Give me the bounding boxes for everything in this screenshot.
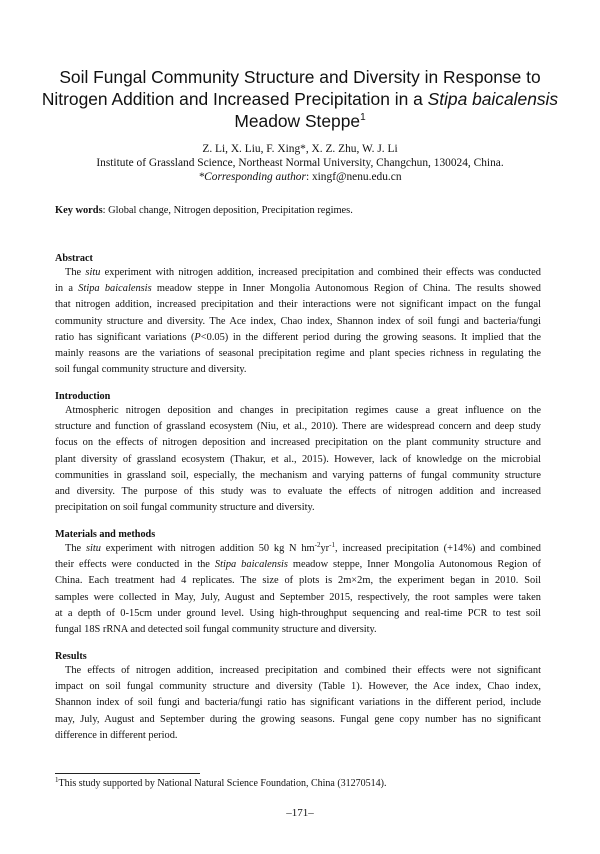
text-run: , increased precipitation (+14%) and combined — [334, 543, 541, 554]
title-line-3 — [30, 110, 570, 132]
text-italic: Stipa baicalensis — [214, 559, 288, 571]
paper-title — [30, 66, 570, 132]
title-line-3-text: Meadow Steppe — [234, 111, 361, 131]
methods-heading: Materials and methods — [55, 529, 156, 540]
text-run: their effects were conducted in the — [55, 559, 215, 571]
abstract-line — [55, 265, 541, 281]
results-section — [55, 650, 541, 744]
abstract-paragraph — [55, 265, 541, 378]
corresponding-email: : xingf@nenu.edu.cn — [305, 171, 402, 183]
methods-line: China. Each treatment had 4 replicates. The size of plots is 2m×2m, the experiment began in 2010. Soil — [55, 575, 541, 587]
results-line: impact on soil fungal community structure and diversity (Table 1). However, the Ace index, Chao index, — [55, 681, 541, 693]
title-line-1: Soil Fungal Community Structure and Diversity in Response to — [59, 67, 541, 87]
introduction-line: structure and function of grassland ecosystem (Niu, et al., 2010). There are widespread concern and deep study — [55, 421, 541, 433]
methods-line: at a depth of 0-15cm under ground level. Using high-throughput sequencing and real-time PCR to test soil — [55, 607, 541, 619]
author-block — [0, 142, 600, 184]
text-italic: situ — [85, 267, 101, 278]
abstract-line: that nitrogen addition, increased precipitation and their interactions were not significant impact on the fungal — [55, 299, 541, 311]
text-run: <0.05) in the different period during the growing seasons. It implied that the — [200, 331, 541, 343]
author-affiliation: Institute of Grassland Science, Northeast Normal University, Changchun, 130024, China. — [96, 157, 504, 169]
text-run: The — [65, 267, 86, 278]
corresponding-label: *Corresponding author — [198, 171, 306, 183]
introduction-line: and diversity. The purpose of this study was to evaluate the effects of nitrogen addition and increased — [55, 486, 541, 498]
title-line-2 — [30, 88, 570, 110]
abstract-line: soil fungal community structure and diversity. — [55, 364, 247, 376]
text-run: experiment with nitrogen addition 50 kg N hm — [100, 543, 315, 554]
introduction-line: Atmospheric nitrogen deposition and changes in precipitation regimes cause a great influence on the — [65, 405, 541, 416]
text-run: yr — [320, 543, 330, 554]
methods-line: fungal 18S rRNA and detected soil fungal community structure and diversity. — [55, 624, 377, 636]
corresponding-author — [0, 170, 600, 184]
abstract-line: mainly reasons are the variations of seasonal precipitation regime and plant species richness in regulating the — [55, 348, 541, 360]
abstract-section — [55, 252, 541, 378]
text-run: experiment with nitrogen addition, increased precipitation and combined their effects was conducted — [100, 267, 541, 278]
introduction-line: plant diversity of grassland ecosystem (Thakur, et al., 2015). However, lack of knowledge on the microbial — [55, 453, 541, 465]
results-line: difference in different period. — [55, 729, 178, 741]
abstract-line — [55, 330, 541, 346]
methods-line: samples were collected in May, July, August and September 2015, respectively, the root samples were taken — [55, 591, 541, 603]
author-names: Z. Li, X. Liu, F. Xing*, X. Z. Zhu, W. J. Li — [202, 143, 398, 155]
results-line: may, July, August and September during the growing seasons. Fungal gene copy number has no significant — [55, 713, 541, 725]
results-line: The effects of nitrogen addition, increased precipitation and combined their effects were not significant — [65, 665, 541, 676]
methods-paragraph — [55, 541, 541, 638]
text-italic: Stipa baicalensis — [78, 283, 152, 295]
results-paragraph — [55, 663, 541, 744]
abstract-heading: Abstract — [55, 253, 93, 264]
text-run: meadow steppe, Inner Mongolia Autonomous Region of — [287, 559, 541, 571]
results-heading: Results — [55, 651, 87, 662]
page-number: –171– — [286, 807, 314, 819]
footnote-mark: 1 — [55, 776, 59, 784]
superscript: -1 — [329, 541, 335, 549]
results-line: Shannon index of soil fungi and bacteria/fungi ratio has significant variations in the different period, include — [55, 697, 541, 709]
footnote-text: This study supported by National Natural Science Foundation, China (31270514). — [58, 778, 387, 789]
keywords — [55, 205, 353, 216]
text-italic: P — [194, 331, 201, 343]
text-run: The — [65, 543, 86, 554]
keywords-text: : Global change, Nitrogen deposition, Precipitation regimes. — [102, 205, 353, 216]
title-species-name: Stipa baicalensis — [427, 89, 559, 109]
footnote-divider — [55, 773, 200, 774]
text-run: ratio has significant variations ( — [55, 331, 195, 343]
footnote — [55, 778, 387, 789]
introduction-line: communities in grassland soil, especially, the mechanism and varying patterns of fungal community structure — [55, 469, 541, 481]
text-run: meadow steppe in Inner Mongolia Autonomous Region of China. The results showed — [151, 283, 542, 295]
introduction-section — [55, 390, 541, 516]
methods-section — [55, 528, 541, 638]
text-run: in a — [55, 283, 79, 295]
methods-line — [55, 557, 541, 573]
title-line-2-text: Nitrogen Addition and Increased Precipitation in a — [41, 89, 428, 109]
superscript: -2 — [314, 541, 321, 549]
title-footnote-mark: 1 — [360, 112, 366, 123]
introduction-line: precipitation on soil fungal community structure and diversity. — [55, 502, 315, 514]
introduction-line: focus on the effects of nitrogen deposition and increased precipitation on the plant community structure and — [55, 437, 541, 449]
text-italic: situ — [85, 543, 101, 554]
methods-line — [55, 541, 541, 557]
introduction-paragraph — [55, 403, 541, 516]
introduction-heading: Introduction — [55, 391, 111, 402]
keywords-label: Key words — [55, 205, 103, 216]
abstract-line: community structure and diversity. The Ace index, Chao index, Shannon index of soil fungi and bacteria/fungi — [55, 315, 541, 327]
abstract-line — [55, 281, 541, 297]
